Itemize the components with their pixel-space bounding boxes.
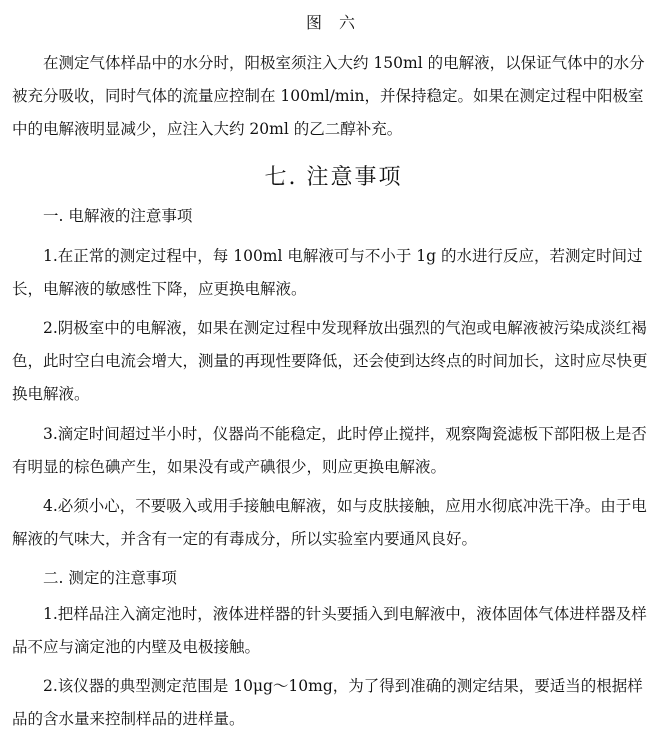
subsection-1-item-3: 3.滴定时间超过半小时，仪器尚不能稳定，此时停止搅拌，观察陶瓷滤板下部阳极上是否有明显的棕色碘产生，如果没有或产碘很少，则应更换电解液。 (12, 425, 647, 476)
figure-caption: 图 六 (305, 13, 362, 32)
subsection-1-item-2: 2.阴极室中的电解液，如果在测定过程中发现释放出强烈的气泡或电解液被污染成淡红褐色，此时空白电流会增大，测量的再现性要降低，还会使到达终点的时间加长，这时应尽快更换电解液。 (12, 319, 648, 403)
subsection-2-heading: 二. 测定的注意事项 (43, 569, 177, 587)
intro-paragraph: 在测定气体样品中的水分时，阳极室须注入大约 150ml 的电解液，以保证气体中的水分被充分吸收，同时气体的流量应控制在 100ml/min，并保持稳定。如果在测定过程中阳极室中的电解液明显减少，应注入大约 20ml 的乙二醇补充。 (12, 54, 645, 138)
subsection-1-item-4: 4.必须小心，不要吸入或用手接触电解液，如与皮肤接触，应用水彻底冲洗干净。由于电解液的气味大，并含有一定的有毒成分，所以实验室内要通风良好。 (12, 497, 647, 548)
subsection-1-item-1: 1.在正常的测定过程中，每 100ml 电解液可与不小于 1g 的水进行反应，若测定时间过长，电解液的敏感性下降，应更换电解液。 (12, 247, 643, 298)
subsection-1-heading: 一. 电解液的注意事项 (43, 207, 193, 225)
subsection-2-item-1: 1.把样品注入滴定池时，液体进样器的针头要插入到电解液中，液体固体气体进样器及样品不应与滴定池的内壁及电极接触。 (12, 605, 647, 656)
subsection-2-item-2: 2.该仪器的典型测定范围是 10μg～10mg，为了得到准确的测定结果，要适当的根据样品的含水量来控制样品的进样量。 (12, 677, 643, 728)
section-title: 七. 注意事项 (264, 165, 403, 190)
